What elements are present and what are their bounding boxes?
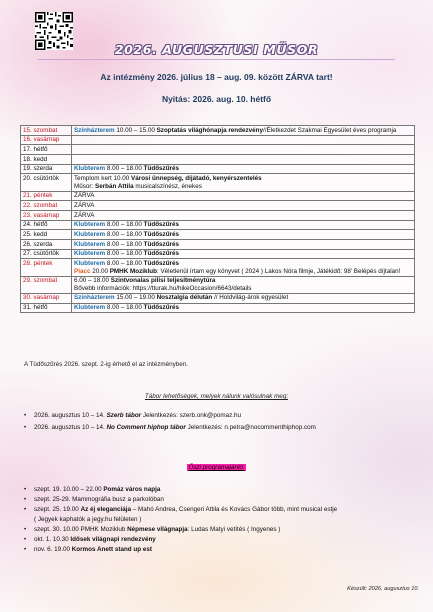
list-item [24,485,337,495]
text-segment: szept. 19. 10.00 – 22.00 [34,486,104,493]
page-title: 2026. AUGUSZTUSI MŰSOR [114,42,319,57]
text-segment: 8.00 – 18.00 [105,165,144,173]
text-segment: ZÁRVA [74,211,95,219]
schedule-event [72,230,415,240]
text-segment: Szoptatás világhónapja rendezvény [156,126,263,134]
text-segment: Városi ünnepség, díjátadó, kenyérszentelés [131,175,262,183]
schedule-day: 20. csütörtök [21,174,72,191]
schedule-row [21,220,415,230]
camps-title: Tábor lehetőségek, melyek nálunk valósulnak meg: [144,393,289,400]
text-segment: No Comment hiphop tábor [106,424,186,431]
text-segment: Placc [74,267,91,275]
text-segment: Bővebb információk: https://tturak.hu/hikeOccasion/6643/details [74,284,252,292]
schedule-event [72,220,415,230]
list-item [24,410,316,422]
text-segment: Klubterem [74,165,106,173]
text-segment: 8.00 – 18.00 [105,250,144,258]
text-segment: Tüdőszűrés [143,165,179,173]
text-segment: szept. 25. 19.00 [34,506,81,513]
schedule-row [21,249,415,259]
text-segment: 8.00 – 18.00 [105,260,144,268]
list-item [24,505,337,525]
list-item [24,422,316,434]
text-segment: Nosztalgia délután [156,294,213,302]
schedule-day: 28. péntek [21,259,72,276]
schedule-event [72,135,415,145]
text-segment: 8.00 – 18.00 [105,230,144,238]
text-segment: Klubterem [74,250,106,258]
list-item [24,525,337,535]
schedule-day: 18. kedd [21,155,72,165]
schedule-day: 16. vasárnap [21,135,72,145]
text-segment: 10.00 – 15.00 [114,126,157,134]
schedule-event [72,249,415,259]
text-segment: Tüdőszűrés [143,230,179,238]
schedule-row [21,164,415,174]
text-segment: : Ludas Matyi vetítés ( Ingyenes ) [187,526,281,533]
text-segment: 6.00 – 18.00 [74,277,111,285]
schedule-day: 26. szerda [21,240,72,250]
list-item [24,545,337,555]
text-segment: okt. 1. 10.30 [34,536,71,543]
schedule-row [21,211,415,221]
text-segment: Tüdőszűrés [143,250,179,258]
text-segment: ZÁRVA [74,192,95,200]
schedule-day: 31. hétfő [21,303,72,313]
schedule-day: 15. szombat [21,126,72,136]
schedule-day: 27. csütörtök [21,249,72,259]
text-segment: Serbán Attila [95,182,134,190]
text-segment: 20.00 [90,267,110,275]
schedule-event [72,155,415,165]
text-segment: ( Jegyek kaphatók a jegy.hu felületen ) [34,516,142,523]
schedule-event [72,211,415,221]
schedule-event [72,145,415,155]
text-segment: // Holdvilág-árok egyesület [212,294,289,302]
schedule-event [72,191,415,201]
schedule-event [72,201,415,211]
title-divider [38,59,395,60]
autumn-title: Őszi programajánló: [188,464,245,471]
schedule-day: 24. hétfő [21,220,72,230]
schedule-row [21,201,415,211]
text-segment: Kormos Anett stand up est [71,546,152,553]
schedule-event [72,164,415,174]
schedule-event [72,259,415,276]
schedule-day: 23. vasárnap [21,211,72,221]
text-segment: Műsor: [74,182,95,190]
schedule-day: 25. kedd [21,230,72,240]
schedule-day: 17. hétfő [21,145,72,155]
schedule-row [21,303,415,313]
schedule-row [21,240,415,250]
text-segment: Tüdőszűrés [143,240,179,248]
schedule-event [72,293,415,303]
schedule-row [21,155,415,165]
list-item [24,495,337,505]
text-segment: szept. 25-29. Mammográfia busz a parkolóban [34,496,164,503]
autumn-list [24,485,337,555]
schedule-event [72,303,415,313]
text-segment: Szerb tábor [106,412,142,419]
schedule-day: 29. szombat [21,276,72,293]
schedule-event [72,276,415,293]
schedule-row [21,230,415,240]
list-item [24,535,337,545]
schedule-row [21,135,415,145]
text-segment: 15.00 – 19.00 [114,294,157,302]
schedule-day: 21. péntek [21,191,72,201]
text-segment: Jelentkezés: szerb.onk@pomaz.hu [141,412,241,419]
schedule-row [21,126,415,136]
text-segment: Színházterem [74,294,115,302]
text-segment: Szintvonalas pilisi teljesítménytúra [110,277,216,285]
text-segment: Pomáz város napja [103,486,161,493]
text-segment: Színházterem [74,126,115,134]
schedule-row [21,276,415,293]
schedule-day: 22. szombat [21,201,72,211]
schedule-table [20,125,415,313]
text-segment: Tüdőszűrés [143,304,179,312]
text-segment: Templom kert 10.00 [74,175,132,183]
footer-date: Készült: 2026. augusztus 10. [347,586,419,592]
camps-list [24,410,316,434]
text-segment: Tüdőszűrés [143,221,179,229]
autumn-title-wrap [0,456,433,474]
text-segment: PMHK Moziklub [109,267,157,275]
text-segment: 2026. augusztus 10 – 14. [34,412,107,419]
text-segment: Népmese világnapja [127,526,188,533]
text-segment: Idősek világnapi rendezvény [70,536,156,543]
text-segment: – Mahó Andrea, Csengeri Attila és Kovács Gábor több, mint musical estje [130,506,338,513]
schedule-event [72,240,415,250]
text-segment: Klubterem [74,304,106,312]
text-segment: 8.00 – 18.00 [105,304,144,312]
schedule-row [21,174,415,191]
text-segment: : Véletlenül írtam egy könyvet ( 2024 ) Lakos Nóra filmje, Játékidő: 98’ Belépés díjtalan! [156,267,401,275]
text-segment: //Életkezdet Szakmai Egyesület éves programja [263,126,397,134]
schedule-row [21,191,415,201]
text-segment: Klubterem [74,221,106,229]
screening-note: A Tüdőszűrés 2026. szept. 2-ig érhető el az intézményben. [24,361,189,368]
text-segment: Klubterem [74,260,106,268]
schedule-row [21,259,415,276]
text-segment: Klubterem [74,240,106,248]
text-segment: Jelentkezés: n.petra@nocommenthiphop.com [185,424,316,431]
closed-notice: Az intézmény 2026. július 18 – aug. 09. között ZÁRVA tart! [100,72,333,82]
schedule-event [72,174,415,191]
schedule-row [21,145,415,155]
schedule-day: 19. szerda [21,164,72,174]
opening-notice: Nyitás: 2026. aug. 10. hétfő [161,94,272,104]
text-segment: 2026. augusztus 10 – 14. [34,424,107,431]
text-segment: nov. 6. 19.00 [34,546,72,553]
text-segment: 8.00 – 18.00 [105,240,144,248]
text-segment: 8.00 – 18.00 [105,221,144,229]
text-segment: Az éj eleganciája [80,506,131,513]
schedule-row [21,293,415,303]
text-segment: Tüdőszűrés [143,260,179,268]
text-segment: szept. 30. 10.00 PMHK Moziklub [34,526,128,533]
schedule-event [72,126,415,136]
schedule-day: 30. vasárnap [21,293,72,303]
text-segment: ZÁRVA [74,201,95,209]
text-segment: musicalszínész, énekes [133,182,202,190]
text-segment: Klubterem [74,230,106,238]
